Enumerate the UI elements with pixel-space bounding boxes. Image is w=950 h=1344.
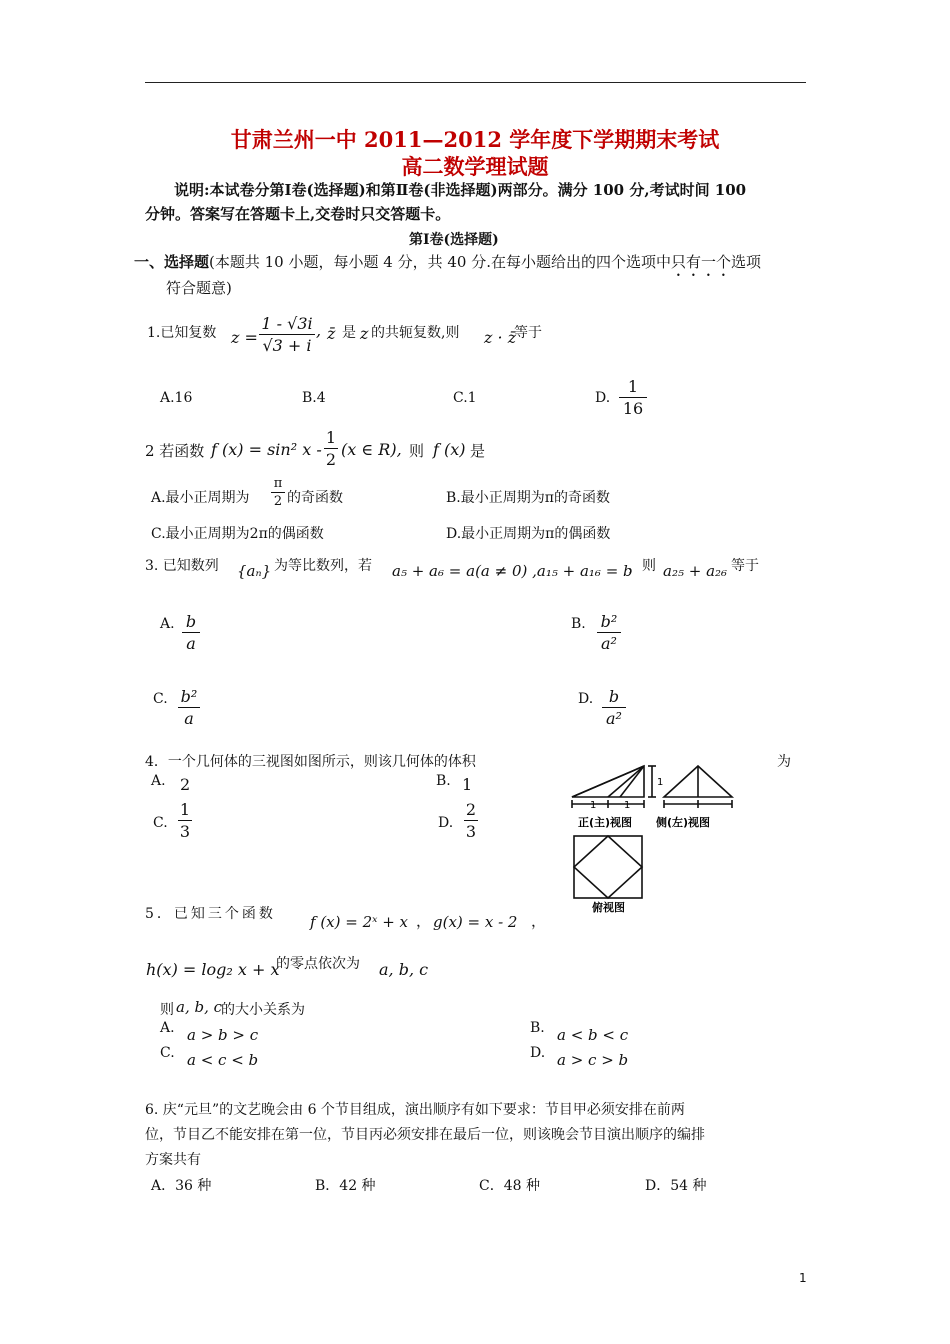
- header-rule: [145, 82, 806, 83]
- q2-stem-b: 则: [409, 442, 425, 460]
- q4-option-c-frac: [178, 800, 192, 841]
- q3-option-c-label: C.: [153, 691, 168, 707]
- part-title: 第Ⅰ卷(选择题): [409, 232, 499, 248]
- q2-half-bar: [324, 448, 338, 449]
- section-desc-a: (本题共 10 小题，每小题 4 分，共 40 分.在每小题给出的四个选项中: [209, 253, 671, 271]
- section-desc-emphasis: 只有一个: [670, 253, 731, 271]
- q3-opt-d-den: a²: [606, 709, 622, 728]
- q6-option-c: C．48 种: [479, 1178, 540, 1194]
- three-view-figure: [560, 760, 755, 915]
- q2-half-den: 2: [325, 450, 337, 469]
- q6-option-a: A．36 种: [151, 1178, 212, 1194]
- q2-option-a-b: 的奇函数: [287, 490, 343, 506]
- q3-option-d-frac: [602, 687, 626, 728]
- front-view-drawing: [572, 766, 656, 808]
- q3-opt-c-den: a: [184, 709, 194, 728]
- q3-opt-d-num: b: [608, 687, 620, 706]
- q4-opt-d-num: 2: [465, 800, 477, 819]
- exam-subtitle: 高二数学理试题: [401, 154, 549, 179]
- q3-opt-a-bar: [182, 632, 200, 633]
- page-number: 1: [799, 1271, 807, 1285]
- q3-opt-a-num: b: [185, 612, 197, 631]
- q1-z-eq: z =: [231, 328, 258, 347]
- q3-opt-b-bar: [597, 632, 621, 633]
- q3-target: a₂₅ + a₂₆: [663, 562, 728, 580]
- q1-stem-a: 1.已知复数: [147, 325, 217, 341]
- q5-stem-d: 的大小关系为: [221, 1002, 305, 1018]
- q3-opt-a-den: a: [186, 634, 196, 653]
- q3-option-b-frac: [597, 612, 621, 653]
- q3-stem-d: 等于: [731, 558, 759, 574]
- q3-opt-c-bar: [178, 707, 200, 708]
- q5-stem-a: 5．已知三个函数: [145, 906, 276, 922]
- q1-opt-d-num: 1: [627, 377, 639, 396]
- q4-option-c-label: C.: [153, 815, 168, 831]
- q1-fraction: [259, 314, 315, 355]
- q3-opt-c-num: b²: [180, 687, 198, 706]
- q1-opt-d-bar: [619, 397, 647, 398]
- q2-expr-b: (x ∈ R),: [341, 440, 402, 459]
- side-view-drawing: [664, 766, 732, 808]
- q5-option-a: a > b > c: [187, 1026, 259, 1044]
- q1-option-b: B.4: [302, 390, 326, 406]
- intro-line1: 说明:本试卷分第Ⅰ卷(选择题)和第Ⅱ卷(非选择题)两部分。满分 100 分,考试时间 100: [174, 181, 747, 199]
- q3-opt-b-den: a²: [601, 634, 617, 653]
- q2-opt-a-den: 2: [273, 494, 283, 509]
- q2-option-c: C.最小正周期为2π的偶函数: [151, 526, 324, 542]
- q3-option-d-label: D.: [578, 691, 594, 707]
- q2-opt-a-num: π: [273, 476, 283, 491]
- q1-frac-den: √3 + i: [262, 336, 312, 355]
- q3-option-b-label: B.: [571, 616, 586, 632]
- fig-dim-2: 1: [624, 800, 631, 811]
- q6-option-b: B．42 种: [315, 1178, 376, 1194]
- q1-frac-num: 1 - √3i: [261, 314, 313, 333]
- q4-option-a-label: A.: [151, 773, 166, 789]
- fig-front-label: 正(主)视图: [578, 816, 633, 829]
- q2-half-num: 1: [325, 428, 337, 447]
- intro-line2: 分钟。答案写在答题卡上,交卷时只交答题卡。: [145, 205, 451, 223]
- q2-opt-a-bar: [271, 492, 285, 493]
- q2-option-a-a: A.最小正周期为: [151, 490, 250, 506]
- q5-sep-2: ，: [531, 912, 547, 930]
- q2-option-a-frac: [271, 476, 285, 509]
- q4-stem-end: 为: [777, 754, 791, 770]
- q5-option-c: a < c < b: [187, 1051, 259, 1069]
- q5-g-expr: g(x) = x - 2: [433, 913, 518, 931]
- q2-stem-a: 2 若函数: [145, 442, 205, 460]
- section-heading: 一、选择题: [134, 253, 210, 271]
- q5-stem-b: 的零点依次为: [276, 956, 360, 972]
- section-desc-line2: 符合题意): [166, 279, 232, 297]
- q2-option-b: B.最小正周期为π的奇函数: [446, 490, 610, 506]
- q4-option-b-label: B.: [436, 773, 451, 789]
- q6-line2: 位，节目乙不能安排在第一位，节目丙必须安排在最后一位，则该晚会节目演出顺序的编排: [145, 1127, 705, 1143]
- top-view-drawing: [574, 836, 642, 898]
- q3-stem-b: 为等比数列，若: [274, 558, 372, 574]
- q1-z: z: [360, 324, 369, 343]
- q6-line3: 方案共有: [145, 1152, 201, 1168]
- q4-opt-d-den: 3: [465, 822, 477, 841]
- q3-opt-b-num: b²: [600, 612, 618, 631]
- q4-option-d-label: D.: [438, 815, 454, 831]
- q4-stem: 4．一个几何体的三视图如图所示，则该几何体的体积: [145, 754, 476, 770]
- q5-option-a-label: A.: [160, 1020, 175, 1036]
- exam-title: 甘肃兰州一中 2011—2012 学年度下学期期末考试: [230, 127, 720, 152]
- q5-option-d: a > c > b: [557, 1051, 629, 1069]
- q1-stem-c: 的共轭复数,则: [371, 325, 460, 341]
- q4-opt-c-den: 3: [179, 822, 191, 841]
- fig-top-label: 俯视图: [592, 901, 625, 914]
- fig-dim-3: 1: [657, 777, 664, 788]
- q3-option-a-label: A.: [160, 616, 175, 632]
- q4-opt-d-bar: [464, 820, 478, 821]
- q4-option-b-value: 1: [462, 775, 473, 794]
- q1-option-a: A.16: [160, 390, 193, 406]
- fig-side-label: 侧(左)视图: [656, 816, 711, 829]
- q5-option-d-label: D.: [530, 1045, 546, 1061]
- q2-expr-a: f (x) = sin² x -: [211, 440, 322, 459]
- q4-opt-c-num: 1: [179, 800, 191, 819]
- q1-stem-d: 等于: [514, 325, 542, 341]
- q1-option-d-frac: [619, 377, 647, 418]
- q5-option-c-label: C.: [160, 1045, 175, 1061]
- q6-line1: 6. 庆“元旦”的文艺晚会由 6 个节目组成，演出顺序有如下要求：节目甲必须安排在前两: [145, 1102, 685, 1118]
- q4-option-a-value: 2: [180, 775, 191, 794]
- q1-stem-b: 是: [342, 325, 356, 341]
- q1-opt-d-den: 16: [622, 399, 644, 418]
- q6-option-d: D．54 种: [645, 1178, 707, 1194]
- q1-zbar: z̄: [327, 324, 336, 343]
- q5-option-b: a < b < c: [557, 1026, 629, 1044]
- q5-stem-c: 则: [160, 1002, 174, 1018]
- q3-condition: a₅ + a₆ = a(a ≠ 0) ,a₁₅ + a₁₆ = b: [392, 562, 633, 580]
- section-desc-b: 选项: [730, 253, 761, 271]
- q2-stem-c: 是: [470, 442, 486, 460]
- q1-option-c: C.1: [453, 390, 477, 406]
- q5-option-b-label: B.: [530, 1020, 545, 1036]
- q5-f-expr: f (x) = 2ˣ + x: [310, 913, 409, 931]
- q5-abc-2: a, b, c: [176, 998, 223, 1016]
- q2-option-d: D.最小正周期为π的偶函数: [446, 526, 611, 542]
- q5-sep-1: ，: [416, 912, 432, 930]
- q1-option-d-label: D.: [595, 390, 611, 406]
- q3-stem-c: ，则: [628, 558, 656, 574]
- q3-option-c-frac: [178, 687, 200, 728]
- q4-option-d-frac: [464, 800, 478, 841]
- q2-expr-c: f (x): [433, 440, 466, 459]
- q1-frac-bar: [259, 334, 315, 335]
- fig-dim-1: 1: [590, 800, 597, 811]
- q3-opt-d-bar: [602, 707, 626, 708]
- q3-option-a-frac: [182, 612, 200, 653]
- q2-half: [324, 428, 338, 469]
- q5-abc: a, b, c: [379, 960, 429, 979]
- q3-stem-a: 3. 已知数列: [145, 558, 219, 574]
- q1-comma: ,: [316, 321, 322, 340]
- q3-seq: {aₙ}: [237, 562, 272, 580]
- q1-expr: z · z̄: [484, 328, 517, 347]
- q5-h-expr: h(x) = log₂ x + x: [146, 960, 280, 979]
- section-heading-line: [134, 251, 761, 280]
- q4-opt-c-bar: [178, 820, 192, 821]
